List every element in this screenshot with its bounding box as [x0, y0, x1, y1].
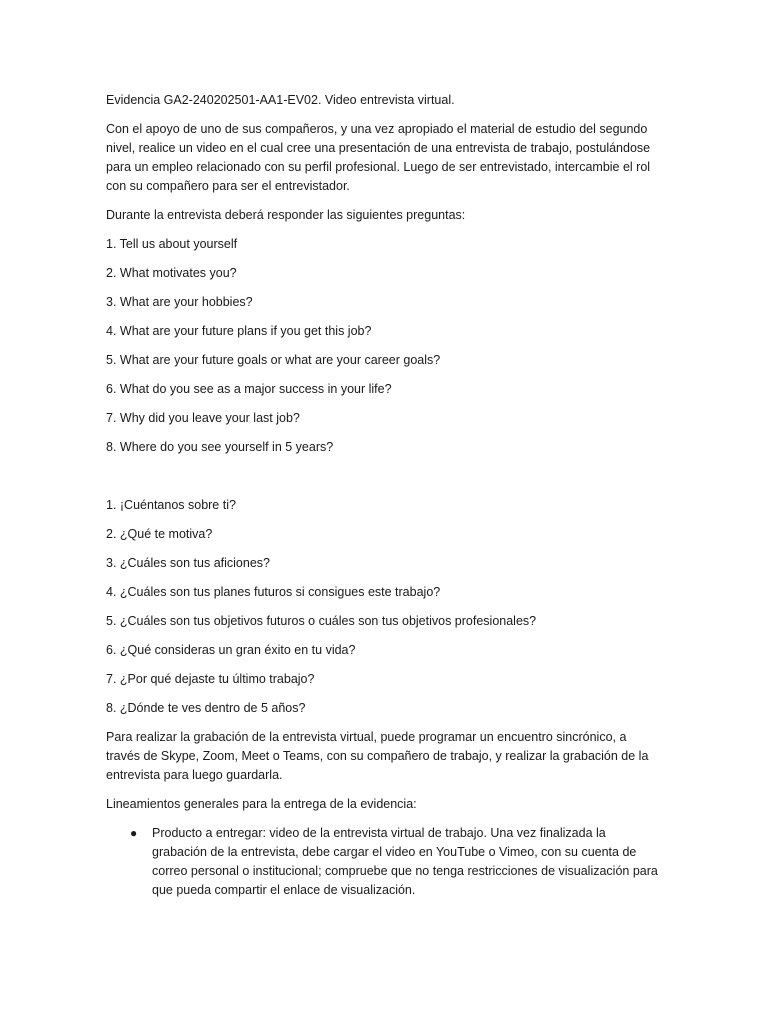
bullet-icon: ●: [130, 826, 138, 840]
questions-intro: Durante la entrevista deberá responder las siguientes preguntas:: [106, 208, 466, 222]
question-en-5: 5. What are your future goals or what are your career goals?: [106, 353, 441, 367]
question-es-3: 3. ¿Cuáles son tus aficiones?: [106, 556, 270, 570]
question-en-2: 2. What motivates you?: [106, 266, 237, 280]
question-es-5: 5. ¿Cuáles son tus objetivos futuros o cuáles son tus objetivos profesionales?: [106, 614, 537, 628]
questions-english-list: [106, 235, 662, 457]
question-en-1: 1. Tell us about yourself: [106, 237, 238, 251]
blank-line: [106, 467, 662, 496]
guidelines-heading: Lineamientos generales para la entrega de la evidencia:: [106, 797, 417, 811]
question-es-6: 6. ¿Qué consideras un gran éxito en tu vida?: [106, 643, 356, 657]
question-es-1: 1. ¡Cuéntanos sobre ti?: [106, 498, 236, 512]
question-en-3: 3. What are your hobbies?: [106, 295, 253, 309]
document-page: [106, 91, 662, 900]
guideline-text: Producto a entregar: video de la entrevista virtual de trabajo. Una vez finalizada la grabación de la entrevista, debe cargar el video en YouTube o Vimeo, con su cuenta de correo personal o institucional; compruebe que no tenga restricciones de visualización para que pueda compartir el enlace de visualización.: [152, 826, 658, 897]
questions-spanish-list: [106, 496, 662, 718]
question-es-2: 2. ¿Qué te motiva?: [106, 527, 213, 541]
guidelines-list: [106, 824, 662, 900]
question-es-7: 7. ¿Por qué dejaste tu último trabajo?: [106, 672, 315, 686]
intro-paragraph: Con el apoyo de uno de sus compañeros, y una vez apropiado el material de estudio del segundo nivel, realice un video en el cual cree una presentación de una entrevista de trabajo, postulándose para un empleo relacionado con su perfil profesional. Luego de ser entrevistado, intercambie el rol con su compañero para ser el entrevistador.: [106, 122, 651, 193]
document-title: Evidencia GA2-240202501-AA1-EV02. Video entrevista virtual.: [106, 93, 455, 107]
guideline-item: [130, 824, 662, 900]
question-en-7: 7. Why did you leave your last job?: [106, 411, 300, 425]
question-es-8: 8. ¿Dónde te ves dentro de 5 años?: [106, 701, 306, 715]
question-en-8: 8. Where do you see yourself in 5 years?: [106, 440, 334, 454]
recording-paragraph: Para realizar la grabación de la entrevista virtual, puede programar un encuentro sincrónico, a través de Skype, Zoom, Meet o Teams, con su compañero de trabajo, y realizar la grabación de la entrevista para luego guardarla.: [106, 730, 649, 782]
question-en-6: 6. What do you see as a major success in your life?: [106, 382, 392, 396]
question-en-4: 4. What are your future plans if you get this job?: [106, 324, 372, 338]
question-es-4: 4. ¿Cuáles son tus planes futuros si consigues este trabajo?: [106, 585, 441, 599]
